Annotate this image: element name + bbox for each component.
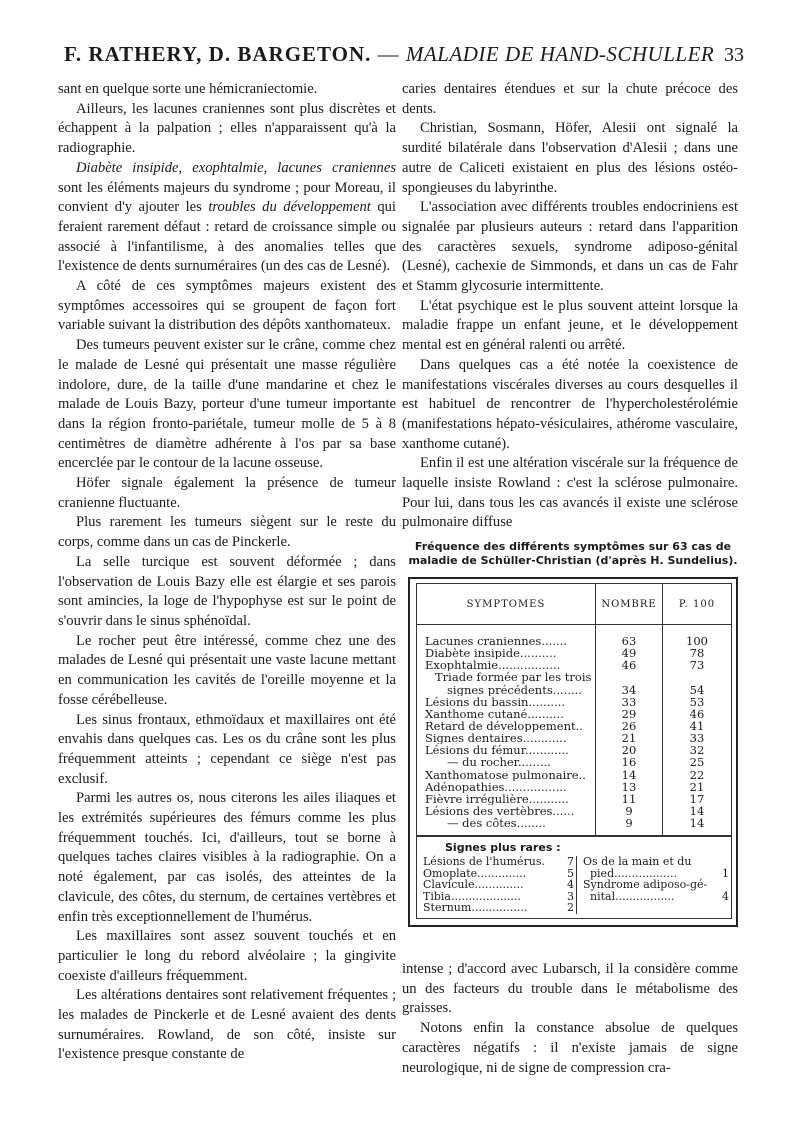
- rare-sign-label: Os de la main et du: [583, 855, 692, 869]
- paragraph: [402, 1019, 738, 1078]
- paragraph-text: sant en quelque sorte une hémicraniectomie.: [58, 81, 318, 97]
- symptom-frequency-table: [408, 540, 738, 927]
- rare-sign-label: Omoplate..............: [423, 866, 527, 880]
- paragraph-text: Les maxillaires sont assez souvent touchés et en particulier le long du rebord alvéolaire ; la gingivite coexiste d'ailleurs fréquemment.: [58, 928, 396, 984]
- paragraph: [58, 553, 396, 632]
- table-row-label: Fièvre irrégulière...........: [425, 792, 569, 805]
- table-row-count: [596, 671, 662, 683]
- rare-sign-label: pied..................: [583, 866, 678, 880]
- rare-sign-label: Syndrome adiposo-gé-: [583, 878, 708, 892]
- paragraph-text: Plus rarement les tumeurs siègent sur le reste du corps, comme dans un cas de Pinckerle.: [58, 514, 396, 551]
- paragraph-text: intense ; d'accord avec Lubarsch, il la considère comme un des facteurs du trouble dans le métabolisme des graisses.: [402, 961, 738, 1017]
- paragraph-text: qui feraient rarement défaut : retard de croissance simple ou associé à l'infantilisme, à des anomalies telles que l'existence de dents surnuméraires (un des cas de Lesné).: [58, 199, 396, 275]
- paragraph: [58, 100, 396, 159]
- running-title: [64, 42, 714, 67]
- header-symptomes: SYMPTOMES: [466, 598, 546, 610]
- header-nombre: NOMBRE: [595, 584, 662, 624]
- table-row-count: 20: [621, 744, 637, 757]
- table-header-row: [417, 584, 731, 625]
- paragraph-text: Des tumeurs peuvent exister sur le crâne, comme chez le malade de Lesné qui présentait une masse régulière indolore, dure, de la taille d'une mandarine et chez le malade de Louis Bazy, porteur d'une tumeur importante dans la région fronto-pariétale, tumeur molle de 5 à 8 centimètres de diamètre adhérente à l'os par sa base encerclée par le contour de la lacune osseuse.: [58, 337, 396, 472]
- rare-sign-row: [423, 902, 576, 914]
- rare-sign-count: [729, 856, 731, 868]
- header-dash: —: [371, 42, 406, 66]
- header-p100: P. 100: [662, 584, 731, 624]
- paragraph: [58, 336, 396, 474]
- table-inner: [416, 583, 732, 836]
- table-row-count: 63: [621, 635, 637, 648]
- table-row-percent: 33: [689, 732, 705, 745]
- rare-sign-count: 4: [722, 889, 729, 903]
- table-row-count: 9: [625, 817, 633, 830]
- paragraph: [402, 198, 738, 297]
- paragraph: [402, 960, 738, 1019]
- table-row-percent: 53: [689, 695, 705, 708]
- table-row-percent: 25: [689, 756, 705, 769]
- paragraph: [402, 356, 738, 455]
- paragraph-text: Les altérations dentaires sont relativement fréquentes ; les malades de Pinckerle et de Lesné avaient des dents surnuméraires. Rowland, de son côté, insiste sur l'existence presque constante de: [58, 987, 396, 1063]
- right-column-bottom: [402, 960, 738, 1078]
- table-row-count: 16: [621, 756, 637, 769]
- table-row-count: 11: [621, 792, 637, 805]
- paragraph-text: Les sinus frontaux, ethmoïdaux et maxillaires ont été envahis dans quelques cas. Les os du crâne sont les plus fréquemment atteints ; cependant ce siège n'est pas exclusif.: [58, 711, 396, 787]
- table-frame: [408, 577, 738, 927]
- italic-phrase: Diabète insipide, exophtalmie, lacunes craniennes: [76, 159, 396, 176]
- paragraph: [58, 513, 396, 552]
- rare-sign-label: Sternum................: [423, 901, 528, 915]
- rare-signs-left: [417, 856, 577, 914]
- paragraph-text: La selle turcique est souvent déformée ; dans l'observation de Louis Bazy elle est élargie et ses parois sont amincies, la loge de l'hypophyse est sur le point de s'ouvrir dans le sinus sphénoïdal.: [58, 553, 396, 629]
- table-row-count: 49: [621, 647, 637, 660]
- rare-signs-title: Signes plus rares :: [445, 841, 561, 855]
- paragraph-text: Höfer signale également la présence de tumeur cranienne fluctuante.: [58, 475, 396, 511]
- rare-sign-row: [583, 891, 731, 903]
- paragraph: [58, 632, 396, 711]
- rare-sign-label: Tibia....................: [423, 889, 521, 903]
- table-row-count: 26: [621, 719, 637, 733]
- table-row-percent: 54: [689, 683, 705, 696]
- page-number: 33: [724, 44, 744, 66]
- paragraph-text: Dans quelques cas a été notée la coexistence de manifestations viscérales diverses au cours desquelles il est habituel de rencontrer de l'hypercholestérolémie (manifestations hépato-vésiculaires, athérome vasculaire, xanthome cutané).: [402, 356, 738, 452]
- paragraph: [58, 80, 396, 100]
- table-row-percent: [663, 671, 731, 683]
- paragraph-text: Notons enfin la constance absolue de quelques caractères négatifs : il n'existe jamais de signe neurologique, ni de signe de compression cra-: [402, 1020, 738, 1076]
- page-header: [56, 40, 746, 74]
- table-row-count: 21: [621, 732, 637, 745]
- rare-signs-right: [577, 856, 731, 914]
- table-row-label: — du rocher.........: [447, 756, 551, 769]
- paragraph: [58, 474, 396, 513]
- paragraph: [58, 159, 396, 277]
- rare-sign-count: [729, 879, 731, 891]
- paragraph-text: L'association avec différents troubles endocriniens est signalée par plusieurs auteurs : retard dans l'apparition des caractères sexuels, syndrome adiposo-génital (Lesné), cachexie de Simmonds, et dans un cas de Fahr et Stamm glycosurie intermittente.: [402, 199, 738, 295]
- paragraph: [58, 277, 396, 336]
- table-row-percent: 100: [686, 635, 708, 648]
- table-row-label: Lésions des vertèbres......: [425, 804, 575, 818]
- symptom-counts: [595, 625, 662, 835]
- table-row-count: 14: [621, 768, 637, 781]
- rare-sign-count: 2: [567, 901, 574, 915]
- right-column-top: [402, 80, 738, 533]
- paragraph-text: Christian, Sosmann, Höfer, Alesii ont signalé la surdité bilatérale dans l'observation d'Alesii ; dans une autre de Caliceti existaient en plus des lésions ostéo-spongieuses du labyrinthe.: [402, 120, 738, 196]
- paragraph: [58, 789, 396, 927]
- rare-sign-label: Lésions de l'humérus.: [423, 855, 546, 869]
- paragraph-text: A côté de ces symptômes majeurs existent des symptômes accessoires qui se groupent de façon fort variable suivant la distribution des dépôts xanthomateux.: [58, 278, 396, 334]
- paragraph-text: L'état psychique est le plus souvent atteint lorsque la maladie frappe un enfant jeune, et le développement mental est en général ralenti ou arrêté.: [402, 297, 738, 354]
- paragraph: [58, 986, 396, 1065]
- rare-sign-label: Clavicule..............: [423, 878, 524, 892]
- paragraph: [402, 80, 738, 119]
- rare-sign-label: nital.................: [583, 889, 675, 903]
- table-row-label: Diabète insipide..........: [425, 647, 557, 660]
- table-row-percent: 78: [689, 647, 705, 660]
- rare-sign-count: 4: [567, 878, 574, 892]
- table-row-count: 13: [621, 780, 637, 793]
- table-row-count: 29: [621, 707, 637, 720]
- paragraph: [402, 454, 738, 533]
- table-row-label: Lésions du fémur............: [425, 744, 569, 757]
- table-row-count: 33: [621, 695, 637, 708]
- table-row-label: signes précédents........: [447, 683, 582, 696]
- table-row-label: Retard de développement..: [425, 719, 583, 733]
- table-row-count: 34: [621, 683, 637, 696]
- table-row-count: 9: [625, 804, 633, 818]
- table-row-label: Xanthomatose pulmonaire..: [425, 768, 586, 781]
- rare-sign-count: 5: [567, 866, 574, 880]
- rare-signs-body: [417, 856, 731, 918]
- table-row-label: — des côtes........: [447, 817, 546, 830]
- left-column: [58, 80, 396, 1065]
- table-row-percent: 73: [689, 659, 705, 672]
- paragraph-text: Enfin il est une altération viscérale sur la fréquence de laquelle insiste Rowland : c'est la sclérose pulmonaire. Pour lui, dans tous les cas avancés il existe une sclérose pulmonaire diffuse: [402, 455, 738, 531]
- table-row-percent: 14: [689, 817, 705, 830]
- rare-sign-count: 3: [567, 889, 574, 903]
- paragraph: [58, 927, 396, 986]
- paragraph: [402, 119, 738, 198]
- table-row-percent: 17: [689, 792, 705, 805]
- header-authors: F. RATHERY, D. BARGETON.: [64, 42, 372, 66]
- symptom-percents: [662, 625, 731, 835]
- table-row-percent: 41: [689, 719, 705, 733]
- paragraph-text: sont les éléments majeurs du syndrome ; pour Moreau, il convient d'y ajouter les: [58, 179, 396, 216]
- symptom-labels: [417, 625, 595, 835]
- paragraph-text: Parmi les autres os, nous citerons les ailes iliaques et les extrémités supérieures des fémurs comme les plus fréquemment touchés. Ici, d'ailleurs, tout se borne à quelques taches claires visibles à la radiographie. On a noté également, par cas isolés, des atteintes de la clavicule, des côtes, du sternum, de certaines vertèbres et enfin très exceptionnellement de l'humérus.: [58, 790, 396, 925]
- table-row-label: Adénopathies.................: [425, 780, 567, 793]
- paragraph-text: Ailleurs, les lacunes craniennes sont plus discrètes et échappent à la palpation ; elles n'apparaissent qu'à la radiographie.: [58, 100, 396, 157]
- table-row-percent: 46: [689, 707, 705, 720]
- italic-phrase: troubles du développement: [208, 199, 371, 216]
- table-row-percent: 22: [689, 768, 705, 781]
- table-row-label: Signes dentaires............: [425, 732, 567, 745]
- header-title: MALADIE DE HAND-SCHULLER: [405, 42, 715, 66]
- table-row-label: Lésions du bassin..........: [425, 695, 565, 708]
- paragraph: [58, 711, 396, 790]
- table-row-percent: 14: [689, 804, 705, 818]
- rare-sign-count: 7: [567, 855, 574, 869]
- rare-signs-box: [416, 836, 732, 919]
- paragraph-text: caries dentaires étendues et sur la chute précoce des dents.: [402, 81, 738, 117]
- table-row-count: 46: [621, 659, 637, 672]
- table-row-label: Triade formée par les trois: [435, 671, 592, 684]
- table-caption: Fréquence des différents symptômes sur 63 cas de maladie de Schüller-Christian (d'après H. Sundelius).: [408, 540, 738, 567]
- table-row-label: Lacunes craniennes.......: [425, 635, 567, 648]
- rare-sign-count: 1: [722, 866, 729, 880]
- table-row-label: Xanthome cutané..........: [425, 707, 564, 720]
- paragraph: [402, 297, 738, 356]
- paragraph-text: Le rocher peut être intéressé, comme chez une des malades de Lesné qui présentait une vaste lacune mettant en communication les cavités de l'oreille moyenne et la fosse cérébelleuse.: [58, 632, 396, 708]
- table-row-label: Exophtalmie.................: [425, 659, 561, 672]
- table-row-percent: 32: [689, 744, 705, 757]
- table-row-percent: 21: [689, 780, 705, 793]
- table-body: [417, 625, 731, 835]
